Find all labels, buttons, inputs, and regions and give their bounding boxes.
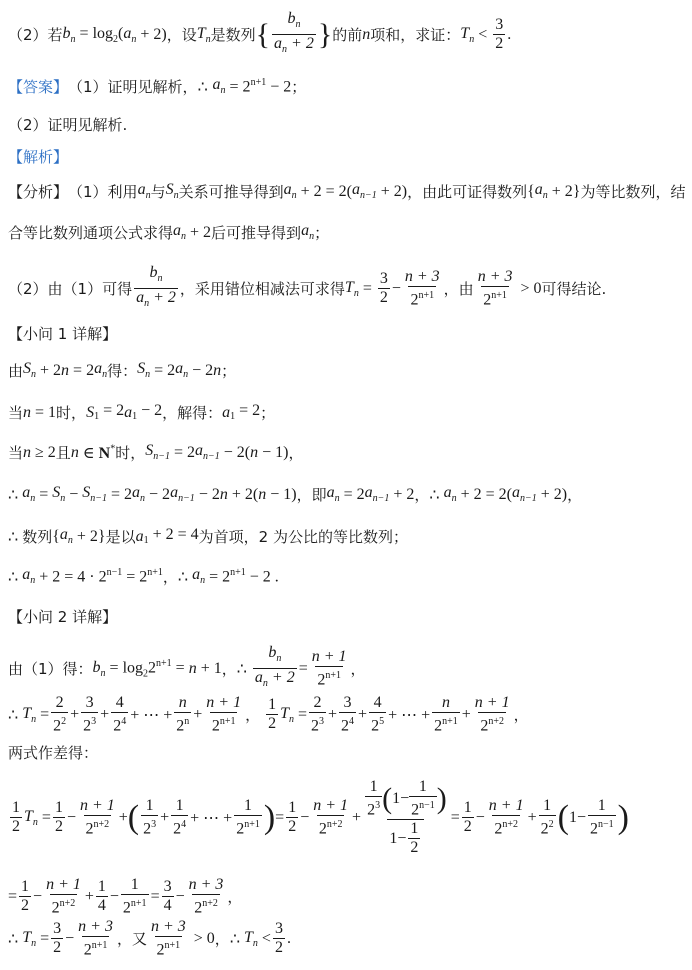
sub1-line-1: 由 $S_n$ + 2 n = 2 $a_n$ 得： $S_n$ = 2 $a_n$ − 2 n ； xyxy=(8,360,237,381)
sub2-line-4: 1 2 $T_n$ = $\frac{1}{2}$ − $\frac{n + 1}{2^{n+2}}$ + ( 1 $2^3$ + $\frac{1}{2^4}$ + ⋯ + $\frac{1}{2^{n+1}}$ ) = $\frac{1}{2}$ − $\frac{n + 1}{2^{n+2}}$ + 1 $2^3$ ( 1− $\frac{1}{2^{n-1}}$ ) 1− $\frac{1}{2}$ = $\frac{1}{2}$ − $\frac{n + 1}{2^{n+2}}$ + $\frac{1}{2^2}$ ( 1− $\frac{1}{2^{n-1}}$ ) xyxy=(12,778,629,857)
sub2-line-2: ∴ $T_n$ = $\frac{2}{2^2}$ + $\frac{3}{2^3}$ + $\frac{4}{2^4}$ + ⋯ + $\frac{n}{2^n}$ + $\frac{n + 1}{2^{n+1}}$ ， 1 2 $T_n$ = $\frac{2}{2^3}$ + $\frac{3}{2^4}$ + $\frac{4}{2^5}$ + ⋯ + $\frac{n}{2^{n+1}}$ + $\frac{n + 1}{2^{n+2}}$ ， xyxy=(8,694,529,735)
question-part-2: （2）若 $b_n$ = $\log_2$( $a_n$ + 2) ，设 $T_n$ 是数列 { $b_n$ $a_n + 2$ } 的前 n 项和，求证： $T_n$ < 3 2 . xyxy=(8,10,511,59)
answer-line: 【答案】 （1）证明见解析， ∴ $a_n$ = $2^{n+1} - 2$ ； xyxy=(8,76,307,97)
sub1-tag: 【小问 1 详解】 xyxy=(8,325,118,343)
answer-line-2: （2）证明见解析. xyxy=(8,116,128,134)
sub1-line-6: ∴ $a_n$ + $2 = 4 \cdot 2^{n-1} = 2^{n+1}$ ， ∴ $a_n$ = $2^{n+1} - 2$ . xyxy=(8,566,279,587)
sub1-line-2: 当 n = 1 时， S $_1$ = 2 a $_1$ − 2 ，解得： a $_1$ = 2 ； xyxy=(8,402,276,423)
sub2-line-3: 两式作差得： xyxy=(8,744,99,762)
sub2-line-5: = $\frac{1}{2}$ − $\frac{n + 1}{2^{n+2}}$ + $\frac{1}{4}$ − $\frac{1}{2^{n+1}}$ = $\frac{3}{4}$ − $\frac{n + 3}{2^{n+2}}$ ， xyxy=(8,876,243,917)
sub1-line-3: 当 n ≥ 2 且 n ∈ N* 时， $S_{n-1}$ = 2 $a_{n-1}$ − 2( n − 1) ， xyxy=(8,442,304,463)
fenxi-line-1: 【分析】 （1）利用 $a_n$ 与 $S_n$ 关系可推导得到 $a_n$ + 2 = 2( $a_{n-1}$ + 2) ，由此可证得数列 { $a_n$ + 2} 为等比数列，结 xyxy=(8,181,686,202)
sub1-line-5: ∴ 数列 { $a_n$ + 2} 是以 a $_1$ + 2 = 4 为首项，2 为公比的等比数列； xyxy=(8,526,408,547)
sub2-tag: 【小问 2 详解】 xyxy=(8,608,118,626)
analysis-tag: 【解析】 xyxy=(8,148,69,166)
sub1-line-4: ∴ $a_n$ = $S_n$ − $S_{n-1}$ = 2 $a_n$ − 2 $a_{n-1}$ − 2 n + 2( n − 1) ，即 $a_n$ = 2 $a_{n-1}$ + 2 ， ∴ $a_n$ + 2 = 2( $a_{n-1}$ + 2) ， xyxy=(8,484,583,505)
sub2-line-1: 由（1）得： $b_n$ = $\log_22^{n+1}$ = n + 1 ， ∴ $\frac{b_n}{a_n + 2}$ = $\frac{n + 1}{2^{n+1}}$ ， xyxy=(8,644,366,693)
answer-tag: 【答案】 xyxy=(8,78,69,96)
fenxi-line-3: （2）由（1）可得 $b_n$ $a_n + 2$ ，采用错位相减法可求得 $T_n$ = $\frac{3}{2}$ − $\frac{n + 3}{2^{n+1}}$ ，由 n + 3 $2^{n+1}$ > 0 可得结论. xyxy=(8,264,606,313)
sub2-line-6: ∴ $T_n$ = $\frac{3}{2}$ − $\frac{n + 3}{2^{n+1}}$ ，又 n + 3 $2^{n+1}$ > 0 ， ∴ $T_n$ < 3 2 . xyxy=(8,918,291,959)
fenxi-line-2: 合等比数列通项公式求得 $a_n$ + 2 后可推导得到 $a_n$ ； xyxy=(8,222,330,243)
